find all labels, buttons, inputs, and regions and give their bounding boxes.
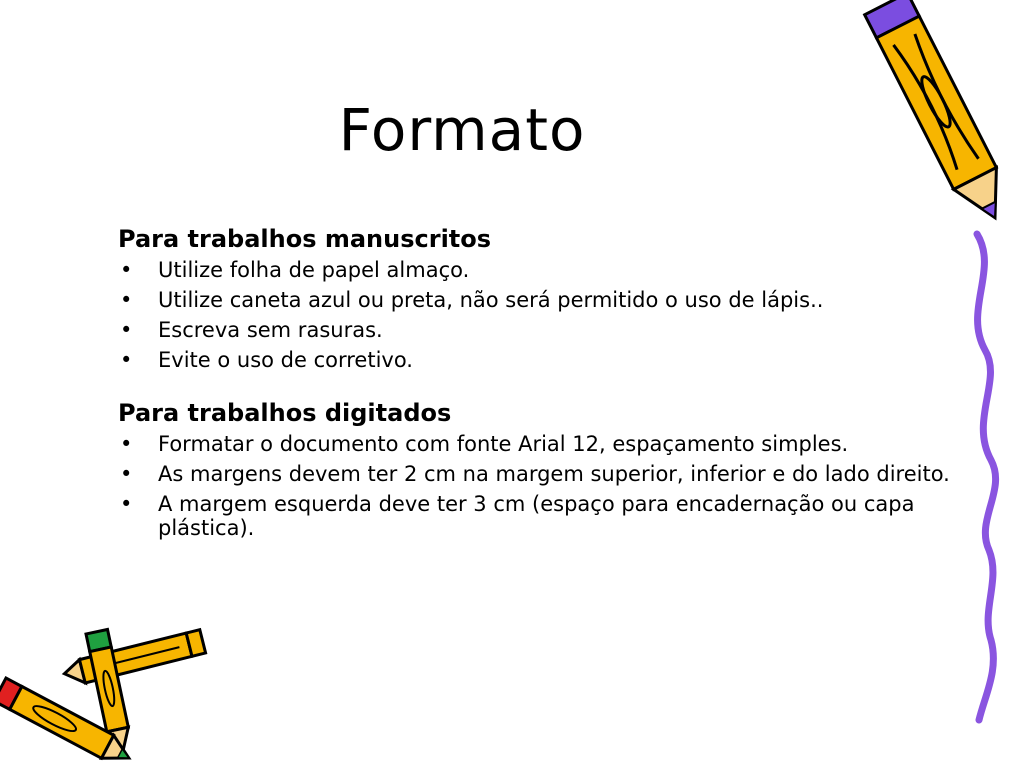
- slide-title: Formato: [338, 96, 586, 164]
- list-item-text: As margens devem ter 2 cm na margem superior, inferior e do lado direito.: [158, 462, 950, 486]
- slide-content: [118, 224, 958, 546]
- list-item-text: A margem esquerda deve ter 3 cm (espaço para encadernação ou capa plástica).: [158, 492, 915, 540]
- list-item-text: Formatar o documento com fonte Arial 12, espaçamento simples.: [158, 432, 849, 456]
- list-item: [118, 258, 958, 282]
- section-manuscritos: [118, 224, 958, 372]
- section-heading: Para trabalhos digitados: [118, 399, 452, 427]
- bullet-icon: •: [120, 288, 133, 312]
- section-digitados: [118, 398, 958, 540]
- list-item-text: Utilize caneta azul ou preta, não será permitido o uso de lápis..: [158, 288, 824, 312]
- bullet-icon: •: [120, 318, 133, 342]
- list-item-text: Evite o uso de corretivo.: [158, 348, 413, 372]
- bullet-list: [118, 258, 958, 372]
- list-item-text: Escreva sem rasuras.: [158, 318, 383, 342]
- list-item: [118, 288, 958, 312]
- pencil-icon: [0, 612, 210, 762]
- list-item: [118, 348, 958, 372]
- bullet-icon: •: [120, 462, 133, 486]
- list-item: [118, 492, 958, 540]
- bullet-icon: •: [120, 432, 133, 456]
- bullet-list: [118, 432, 958, 540]
- pencil-icon: [850, 0, 1010, 250]
- section-heading: Para trabalhos manuscritos: [118, 225, 492, 253]
- bullet-icon: •: [120, 492, 133, 516]
- list-item: [118, 462, 958, 486]
- list-item: [118, 432, 958, 456]
- squiggle-line-icon: [955, 230, 1015, 725]
- bullet-icon: •: [120, 258, 133, 282]
- bullet-icon: •: [120, 348, 133, 372]
- list-item: [118, 318, 958, 342]
- list-item-text: Utilize folha de papel almaço.: [158, 258, 470, 282]
